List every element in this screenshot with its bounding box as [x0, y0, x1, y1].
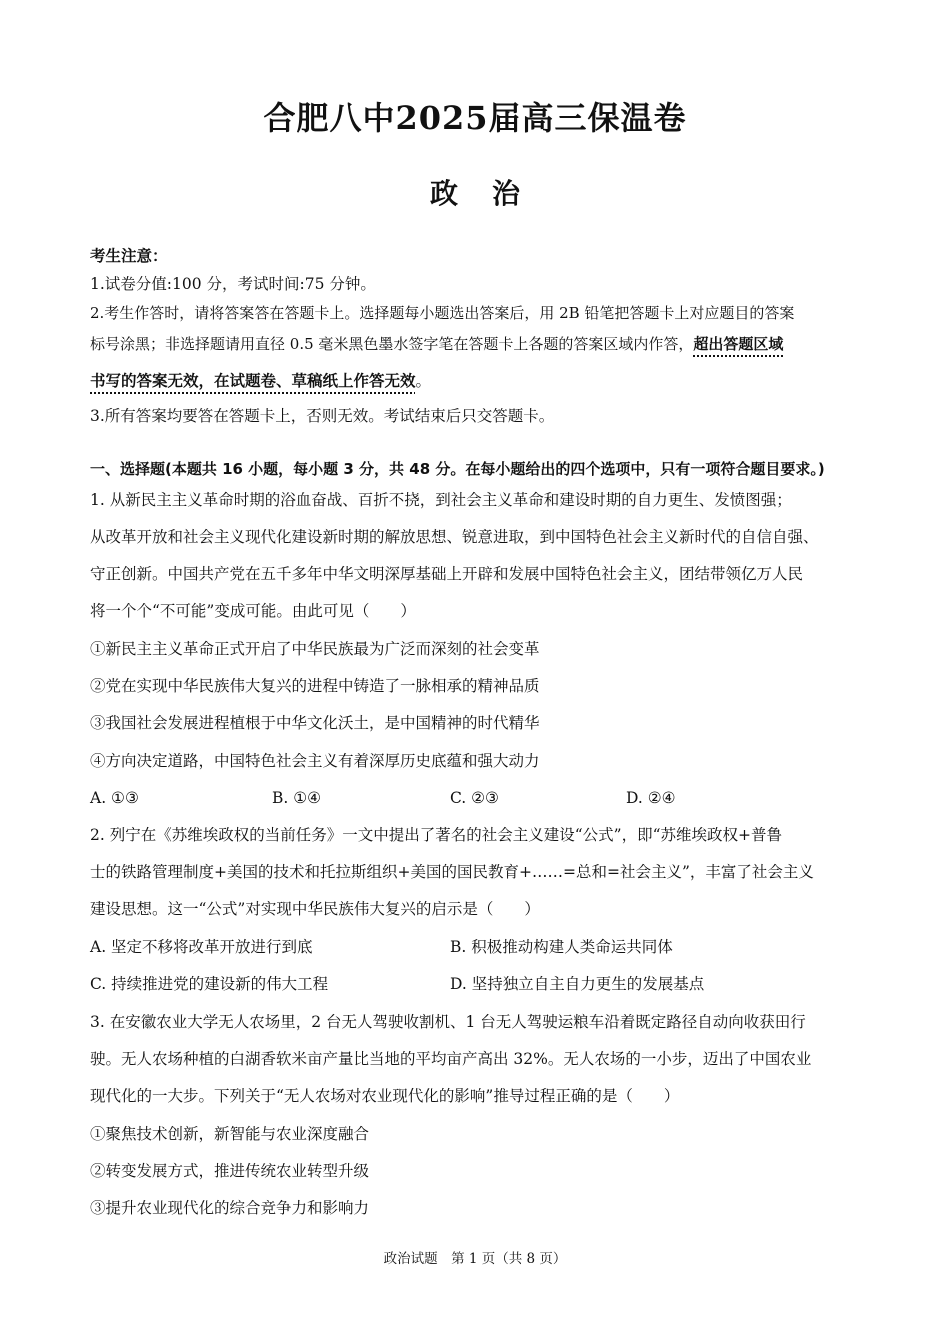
notice-item-2-line-1: 2.考生作答时，请将答案答在答题卡上。选择题每小题选出答案后，用 2B 铅笔把答题卡上对应题目的答案	[90, 304, 795, 322]
q1-stem-line: 1. 从新民主主义革命时期的浴血奋战、百折不挠，到社会主义革命和建设时期的自力更生、发愤图强；	[90, 491, 792, 509]
notice-item-2-text: 标号涂黑；非选择题请用直径 0.5 毫米黑色墨水签字笔在答题卡上各题的答案区域内作答，	[90, 335, 694, 353]
q3-statement: ③提升农业现代化的综合竞争力和影响力	[90, 1199, 370, 1217]
notice-item-2-line-3	[90, 370, 431, 392]
q1-stem-line: 将一个个“不可能”变成可能。由此可见（ ）	[90, 602, 416, 620]
page-footer: 政治试题 第 1 页（共 8 页）	[383, 1251, 567, 1267]
q1-stem-line: 从改革开放和社会主义现代化建设新时期的解放思想、锐意进取，到中国特色社会主义新时代的自信自强、	[90, 528, 819, 546]
q2-stem-line: 士的铁路管理制度+美国的技术和托拉斯组织+美国的国民教育+……=总和=社会主义”，丰富了社会主义	[90, 863, 814, 881]
notice-item-3: 3.所有答案均要答在答题卡上，否则无效。考试结束后只交答题卡。	[90, 407, 555, 425]
q1-statement: ④方向决定道路，中国特色社会主义有着深厚历史底蕴和强大动力	[90, 752, 540, 770]
q3-stem-line: 驶。无人农场种植的白湖香软米亩产量比当地的平均亩产高出 32%。无人农场的一小步，迈出了中国农业	[90, 1050, 812, 1068]
q2-option-c: C. 持续推进党的建设新的伟大工程	[90, 975, 329, 993]
notice-emphasis-2: 书写的答案无效，在试题卷、草稿纸上作答无效	[90, 372, 416, 390]
section-heading: 一、选择题(本题共 16 小题，每小题 3 分，共 48 分。在每小题给出的四个选项中，只有一项符合题目要求。)	[90, 460, 825, 478]
q2-stem-line: 2. 列宁在《苏维埃政权的当前任务》一文中提出了著名的社会主义建设“公式”，即“苏维埃政权+普鲁	[90, 826, 782, 844]
q1-stem-line: 守正创新。中国共产党在五千多年中华文明深厚基础上开辟和发展中国特色社会主义，团结带领亿万人民	[90, 565, 804, 583]
q3-stem-line: 3. 在安徽农业大学无人农场里，2 台无人驾驶收割机、1 台无人驾驶运粮车沿着既定路径自动向收获田行	[90, 1013, 806, 1031]
q1-option-c: C. ②③	[450, 789, 499, 807]
q1-option-d: D. ②④	[626, 789, 676, 807]
exam-title: 合肥八中2025届高三保温卷	[263, 99, 687, 137]
subject-title: 政治	[429, 177, 554, 210]
q2-stem-line: 建设思想。这一“公式”对实现中华民族伟大复兴的启示是（ ）	[90, 900, 540, 918]
q3-stem-line: 现代化的一大步。下列关于“无人农场对农业现代化的影响”推导过程正确的是（ ）	[90, 1087, 680, 1105]
q3-statement: ②转变发展方式，推进传统农业转型升级	[90, 1162, 370, 1180]
notice-item-2-line-2	[90, 333, 783, 355]
q2-option-a: A. 坚定不移将改革开放进行到底	[90, 938, 313, 956]
q2-option-d: D. 坚持独立自主自力更生的发展基点	[450, 975, 705, 993]
q1-option-a: A. ①③	[90, 789, 139, 807]
notice-heading: 考生注意：	[90, 247, 168, 265]
q1-option-b: B. ①④	[272, 789, 322, 807]
q1-statement: ②党在实现中华民族伟大复兴的进程中铸造了一脉相承的精神品质	[90, 677, 540, 695]
notice-emphasis-1: 超出答题区域	[693, 335, 784, 353]
q1-statement: ①新民主主义革命正式开启了中华民族最为广泛而深刻的社会变革	[90, 640, 540, 658]
q2-option-b: B. 积极推动构建人类命运共同体	[450, 938, 673, 956]
q1-statement: ③我国社会发展进程植根于中华文化沃土，是中国精神的时代精华	[90, 714, 540, 732]
notice-item-2-end: 。	[415, 372, 432, 390]
q3-statement: ①聚焦技术创新，新智能与农业深度融合	[90, 1125, 370, 1143]
notice-item-1: 1.试卷分值:100 分，考试时间:75 分钟。	[90, 275, 376, 293]
